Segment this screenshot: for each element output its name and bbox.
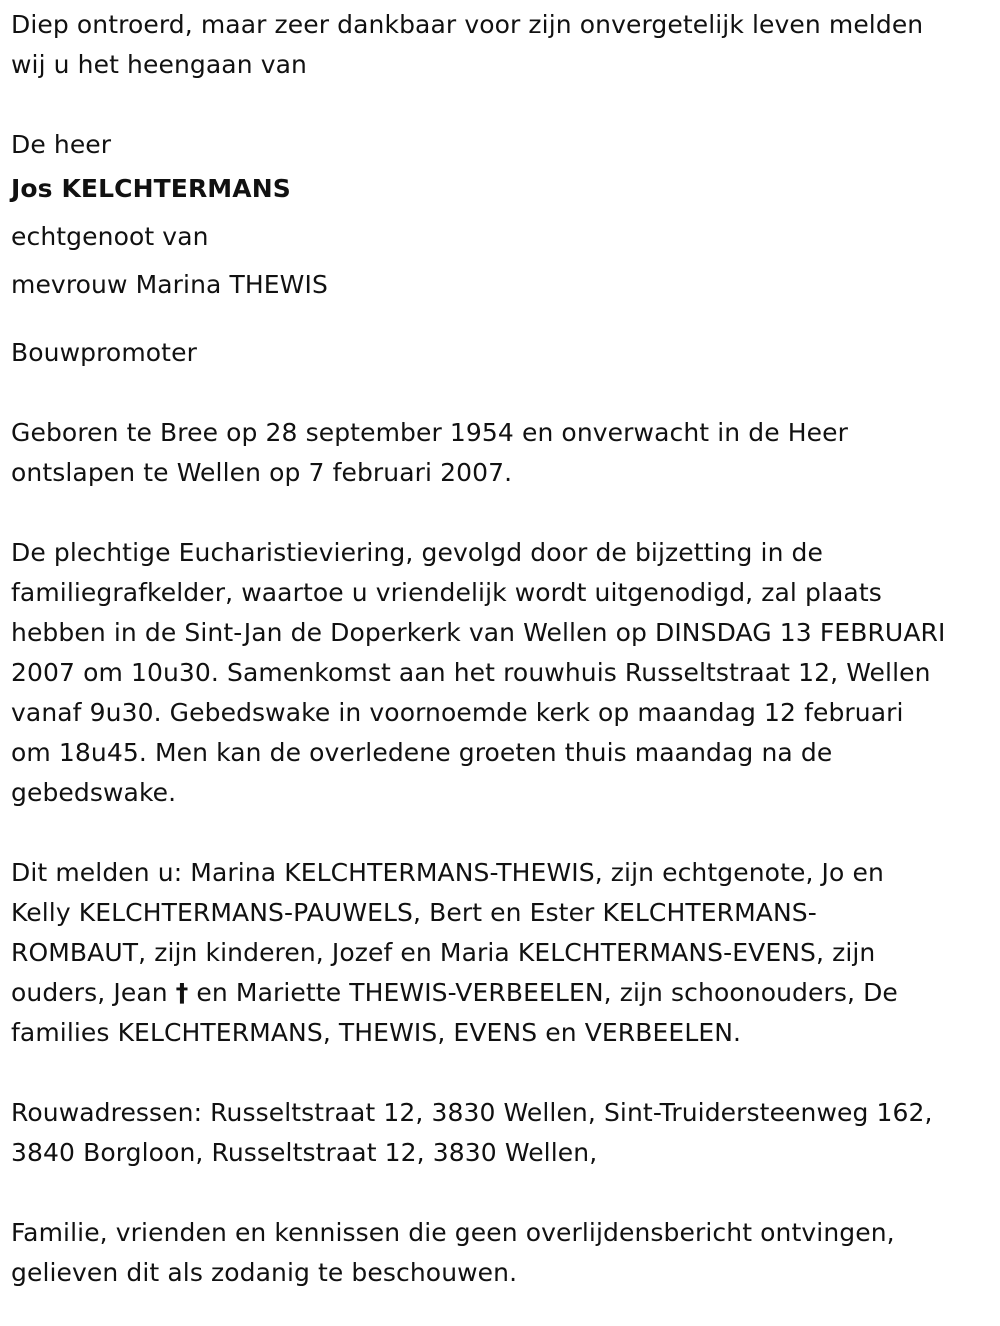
profession: Bouwpromoter: [11, 338, 197, 367]
birth-death-paragraph: Geboren te Bree op 28 september 1954 en onverwacht in de Heer ontslapen te Wellen op 7 februari 2007.: [11, 418, 849, 487]
spacer: [11, 493, 991, 533]
title-prefix: De heer: [11, 130, 112, 159]
intro-paragraph: Diep ontroerd, maar zeer dankbaar voor zijn onvergetelijk leven melden wij u het heengaan van: [11, 10, 924, 79]
spacer: [11, 1173, 991, 1213]
spouse-label: echtgenoot van: [11, 222, 209, 251]
ceremony-paragraph: De plechtige Eucharistieviering, gevolgd door de bijzetting in de familiegrafkelder, waartoe u vriendelijk wordt uitgenodigd, zal plaats hebben in de Sint-Jan de Doperkerk van Wellen op DINSDAG 13 FEBRUARI 2007 om 10u30. Samenkomst aan het rouwhuis Russeltstraat 12, Wellen vanaf 9u30. Gebedswake in voornoemde kerk op maandag 12 februari om 18u45. Men kan de overledene groeten thuis maandag na de gebedswake.: [11, 538, 946, 807]
spacer: [11, 1053, 991, 1093]
spacer: [11, 813, 991, 853]
spouse-name: mevrouw Marina THEWIS: [11, 270, 328, 299]
announcers-part-1: Dit melden u: Marina KELCHTERMANS-THEWIS, zijn echtgenote, Jo en Kelly KELCHTERMANS-PAUWELS, Bert en Ester KELCHTERMANS- ROMBAUT, zijn kinderen, Jozef en Maria KELCHTERMANS-EVENS, zijn ouders, Jean: [11, 858, 884, 1007]
spacer: [11, 85, 991, 125]
addresses-paragraph: Rouwadressen: Russeltstraat 12, 3830 Wellen, Sint-Truidersteenweg 162, 3840 Borgloon, Russeltstraat 12, 3830 Wellen,: [11, 1098, 933, 1167]
spacer: [11, 373, 991, 413]
deceased-name: Jos KELCHTERMANS: [11, 174, 291, 203]
announcers-part-2: en Mariette THEWIS-VERBEELEN, zijn schoonouders, De families KELCHTERMANS, THEWIS, EVENS en VERBEELEN.: [11, 978, 898, 1047]
announcers-paragraph: [11, 853, 991, 1053]
closing-paragraph: Familie, vrienden en kennissen die geen overlijdensbericht ontvingen, gelieven dit als zodanig te beschouwen.: [11, 1218, 895, 1287]
cross-icon: †: [175, 978, 189, 1007]
obituary-document: [11, 5, 991, 1293]
